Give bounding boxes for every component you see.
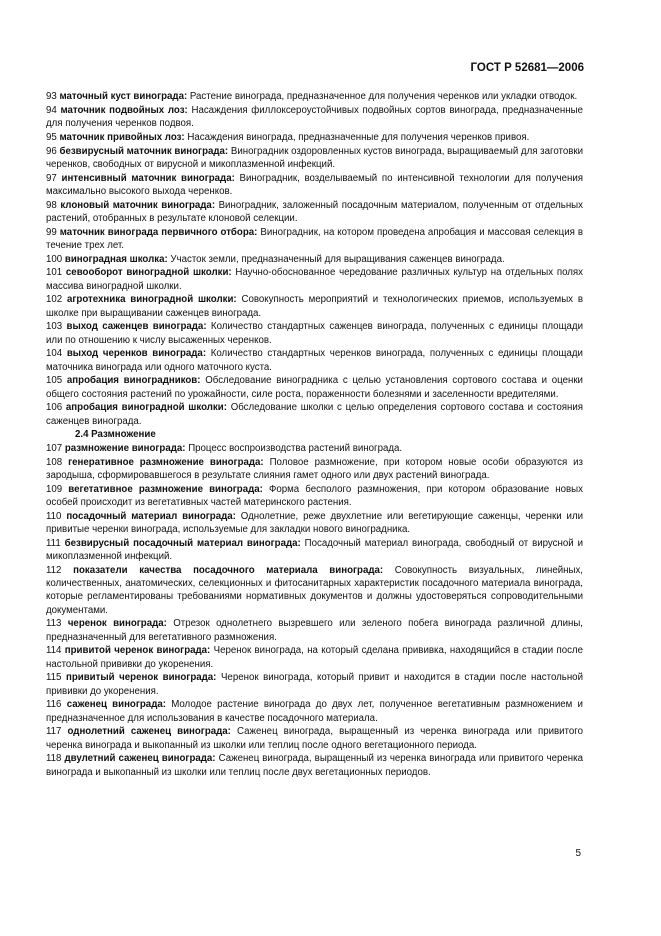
term-definition: Однолетние, реже двухлетние или вегетирующие саженцы, черенки или привитые черенки винограда, используемые для закладки нового виноградника. bbox=[46, 510, 584, 536]
term-number: 100 bbox=[46, 253, 63, 265]
term-name: безвирусный маточник винограда: bbox=[59, 145, 229, 157]
term-definition: Научно-обоснованное чередование различных культур на отдельных полях массива виноградной школки. bbox=[46, 267, 583, 292]
term-number: 98 bbox=[46, 199, 57, 211]
term-number: 95 bbox=[46, 131, 57, 143]
terms-list-b bbox=[46, 442, 583, 779]
term-number: 103 bbox=[46, 321, 63, 333]
term-name: маточный куст винограда: bbox=[59, 91, 188, 102]
term-entry bbox=[46, 172, 583, 198]
term-definition: Насаждения филлоксероустойчивых подвойных сортов винограда, предназначенные для получения черенков подвоя. bbox=[46, 104, 583, 129]
section-heading: 2.4 Размножение bbox=[75, 429, 156, 441]
term-entry bbox=[46, 226, 583, 252]
term-name: виноградная школка: bbox=[64, 253, 168, 265]
term-entry bbox=[46, 320, 583, 346]
term-entry bbox=[46, 456, 583, 482]
term-entry bbox=[46, 564, 583, 617]
term-name: безвирусный посадочный материал винограда: bbox=[64, 537, 301, 549]
term-number: 112 bbox=[46, 564, 62, 576]
term-definition: Количество стандартных саженцев винограда, полученных с единицы площади или по отношению к числу высаженных черенков. bbox=[46, 321, 583, 346]
term-definition: Молодое растение винограда до двух лет, полученное вегетативным размножением и предназначенное для использования в качестве посадочного материала. bbox=[46, 699, 583, 724]
term-name: черенок винограда: bbox=[67, 618, 167, 630]
term-definition: Посадочный материал винограда, свободный от вирусной и микоплазменной инфекций. bbox=[46, 537, 583, 563]
term-entry bbox=[46, 752, 583, 778]
term-number: 110 bbox=[46, 510, 62, 522]
document-header: ГОСТ Р 52681—2006 bbox=[470, 62, 584, 74]
term-name: маточник привойных лоз: bbox=[59, 131, 185, 143]
term-entry bbox=[46, 90, 583, 103]
term-entry bbox=[46, 131, 583, 144]
term-definition: Виноградник, заложенный посадочным материалом, полученным от отдельных растений, отобранных в результате клоновой селекции. bbox=[46, 199, 583, 224]
term-name: апробация виноградников: bbox=[66, 375, 201, 387]
term-definition: Совокупность мероприятий и технологических приемов, используемых в школке при выращивании саженцев винограда. bbox=[46, 294, 583, 319]
term-number: 94 bbox=[46, 104, 57, 116]
term-number: 111 bbox=[46, 537, 61, 549]
term-name: двулетний саженец винограда: bbox=[64, 753, 216, 765]
term-definition: Виноградник оздоровленных кустов винограда, выращиваемый для заготовки черенков, свободных от вирусной и микоплазменной инфекций. bbox=[46, 145, 583, 170]
term-entry bbox=[46, 698, 583, 724]
term-name: агротехника виноградной школки: bbox=[67, 294, 237, 306]
term-definition: Саженец винограда, выращенный из черенка винограда или привитого черенка винограда и выкопанный из школки или теплиц после одного вегетационного периода. bbox=[46, 726, 583, 751]
term-name: вегетативное размножение винограда: bbox=[68, 483, 263, 495]
term-definition: Черенок винограда, который привит и находится в стадии после настольной прививки до укоренения. bbox=[46, 672, 583, 697]
term-definition: Растение винограда, предназначенное для получения черенков или укладки отводок. bbox=[189, 91, 578, 102]
term-number: 96 bbox=[46, 145, 57, 157]
term-name: саженец винограда: bbox=[66, 699, 166, 711]
term-entry bbox=[46, 644, 583, 670]
term-entry bbox=[46, 725, 583, 751]
term-definition: Форма бесполого размножения, при котором образование новых особей происходит из вегетативных частей материнского растения. bbox=[46, 483, 583, 509]
term-number: 116 bbox=[46, 699, 62, 711]
term-number: 118 bbox=[46, 753, 62, 765]
term-number: 102 bbox=[46, 294, 63, 306]
term-entry bbox=[46, 374, 583, 400]
term-definition: Насаждения винограда, предназначенные для получения черенков привоя. bbox=[187, 131, 530, 143]
term-number: 115 bbox=[46, 672, 62, 684]
term-entry bbox=[46, 483, 583, 509]
term-name: севооборот виноградной школки: bbox=[65, 267, 232, 279]
term-entry bbox=[46, 617, 583, 643]
term-entry bbox=[46, 253, 583, 266]
term-entry bbox=[46, 671, 583, 697]
term-entry bbox=[46, 347, 583, 373]
term-definition: Саженец винограда, выращенный из черенка винограда или привитого черенка винограда и выкопанный из школки или теплиц после двух вегетационных периодов. bbox=[46, 753, 583, 778]
term-definition: Отрезок однолетнего вызревшего или зеленого побега винограда различной длины, предназначенный для вегетативного размножения. bbox=[46, 618, 583, 643]
term-number: 113 bbox=[46, 618, 62, 630]
term-name: интенсивный маточник винограда: bbox=[61, 172, 235, 184]
term-name: клоновый маточник винограда: bbox=[60, 199, 216, 211]
term-definition: Обследование школки с целью определения сортового состава и состояния саженцев винограда. bbox=[46, 402, 583, 427]
term-entry bbox=[46, 293, 583, 319]
term-name: привитый черенок винограда: bbox=[66, 672, 217, 684]
term-number: 101 bbox=[46, 267, 63, 279]
term-name: маточник винограда первичного отбора: bbox=[59, 226, 258, 238]
term-number: 109 bbox=[46, 483, 63, 495]
term-name: апробация виноградной школки: bbox=[65, 402, 227, 414]
term-entry bbox=[46, 537, 583, 563]
terms-list-a bbox=[46, 90, 583, 428]
term-number: 106 bbox=[46, 402, 63, 414]
term-definition: Совокупность визуальных, линейных, количественных, анатомических, селекционных и фитосанитарных характеристик посадочного материала винограда, которые регламентированы требованиями нормативных документов и должны удостоверяться сопроводительными документами. bbox=[46, 564, 583, 616]
term-definition: Черенок винограда, на который сделана прививка, находящийся в стадии после настольной прививки до укоренения. bbox=[46, 645, 583, 670]
term-number: 117 bbox=[46, 726, 62, 738]
term-number: 114 bbox=[46, 645, 62, 657]
term-name: привитой черенок винограда: bbox=[64, 645, 211, 657]
term-name: показатели качества посадочного материала винограда: bbox=[73, 564, 384, 576]
page-number: 5 bbox=[575, 848, 581, 859]
term-number: 105 bbox=[46, 375, 63, 387]
term-definition: Виноградник, возделываемый по интенсивной технологии для получения максимально высокого выхода черенков. bbox=[46, 172, 583, 197]
term-entry bbox=[46, 266, 583, 292]
term-entry bbox=[46, 104, 583, 130]
term-definition: Половое размножение, при котором новые особи образуются из зародыша, сформировавшегося в результате слияния гамет одного или двух растений винограда. bbox=[46, 456, 584, 482]
term-definition: Процесс воспроизводства растений винограда. bbox=[188, 443, 403, 455]
term-definition: Обследование виноградника с целью установления сортового состава и оценки общего состояния растений по урожайности, силе роста, пораженности болезнями и заселенности вредителями. bbox=[46, 375, 583, 400]
term-entry bbox=[46, 510, 583, 536]
term-number: 99 bbox=[46, 226, 57, 238]
term-definition: Виноградник, на котором проведена апробация и массовая селекция в течение трех лет. bbox=[46, 226, 583, 251]
term-number: 93 bbox=[46, 91, 57, 102]
term-name: однолетний саженец винограда: bbox=[67, 726, 231, 738]
term-number: 108 bbox=[46, 456, 63, 468]
term-name: выход черенков винограда: bbox=[66, 348, 207, 360]
term-number: 97 bbox=[46, 172, 57, 184]
term-entry bbox=[46, 199, 583, 225]
term-definition: Количество стандартных черенков винограда, полученных с единицы площади маточника винограда или одного маточного куста. bbox=[46, 348, 583, 373]
term-entry bbox=[46, 401, 583, 427]
document-body bbox=[46, 90, 583, 779]
term-name: выход саженцев винограда: bbox=[66, 321, 207, 333]
term-entry bbox=[46, 442, 583, 455]
term-name: посадочный материал винограда: bbox=[66, 510, 236, 522]
term-entry bbox=[46, 145, 583, 171]
term-definition: Участок земли, предназначенный для выращивания саженцев винограда. bbox=[170, 253, 505, 265]
term-name: маточник подвойных лоз: bbox=[60, 104, 188, 116]
term-number: 104 bbox=[46, 348, 63, 360]
term-name: генеративное размножение винограда: bbox=[68, 456, 264, 468]
term-name: размножение винограда: bbox=[64, 443, 186, 455]
term-number: 107 bbox=[46, 443, 63, 455]
